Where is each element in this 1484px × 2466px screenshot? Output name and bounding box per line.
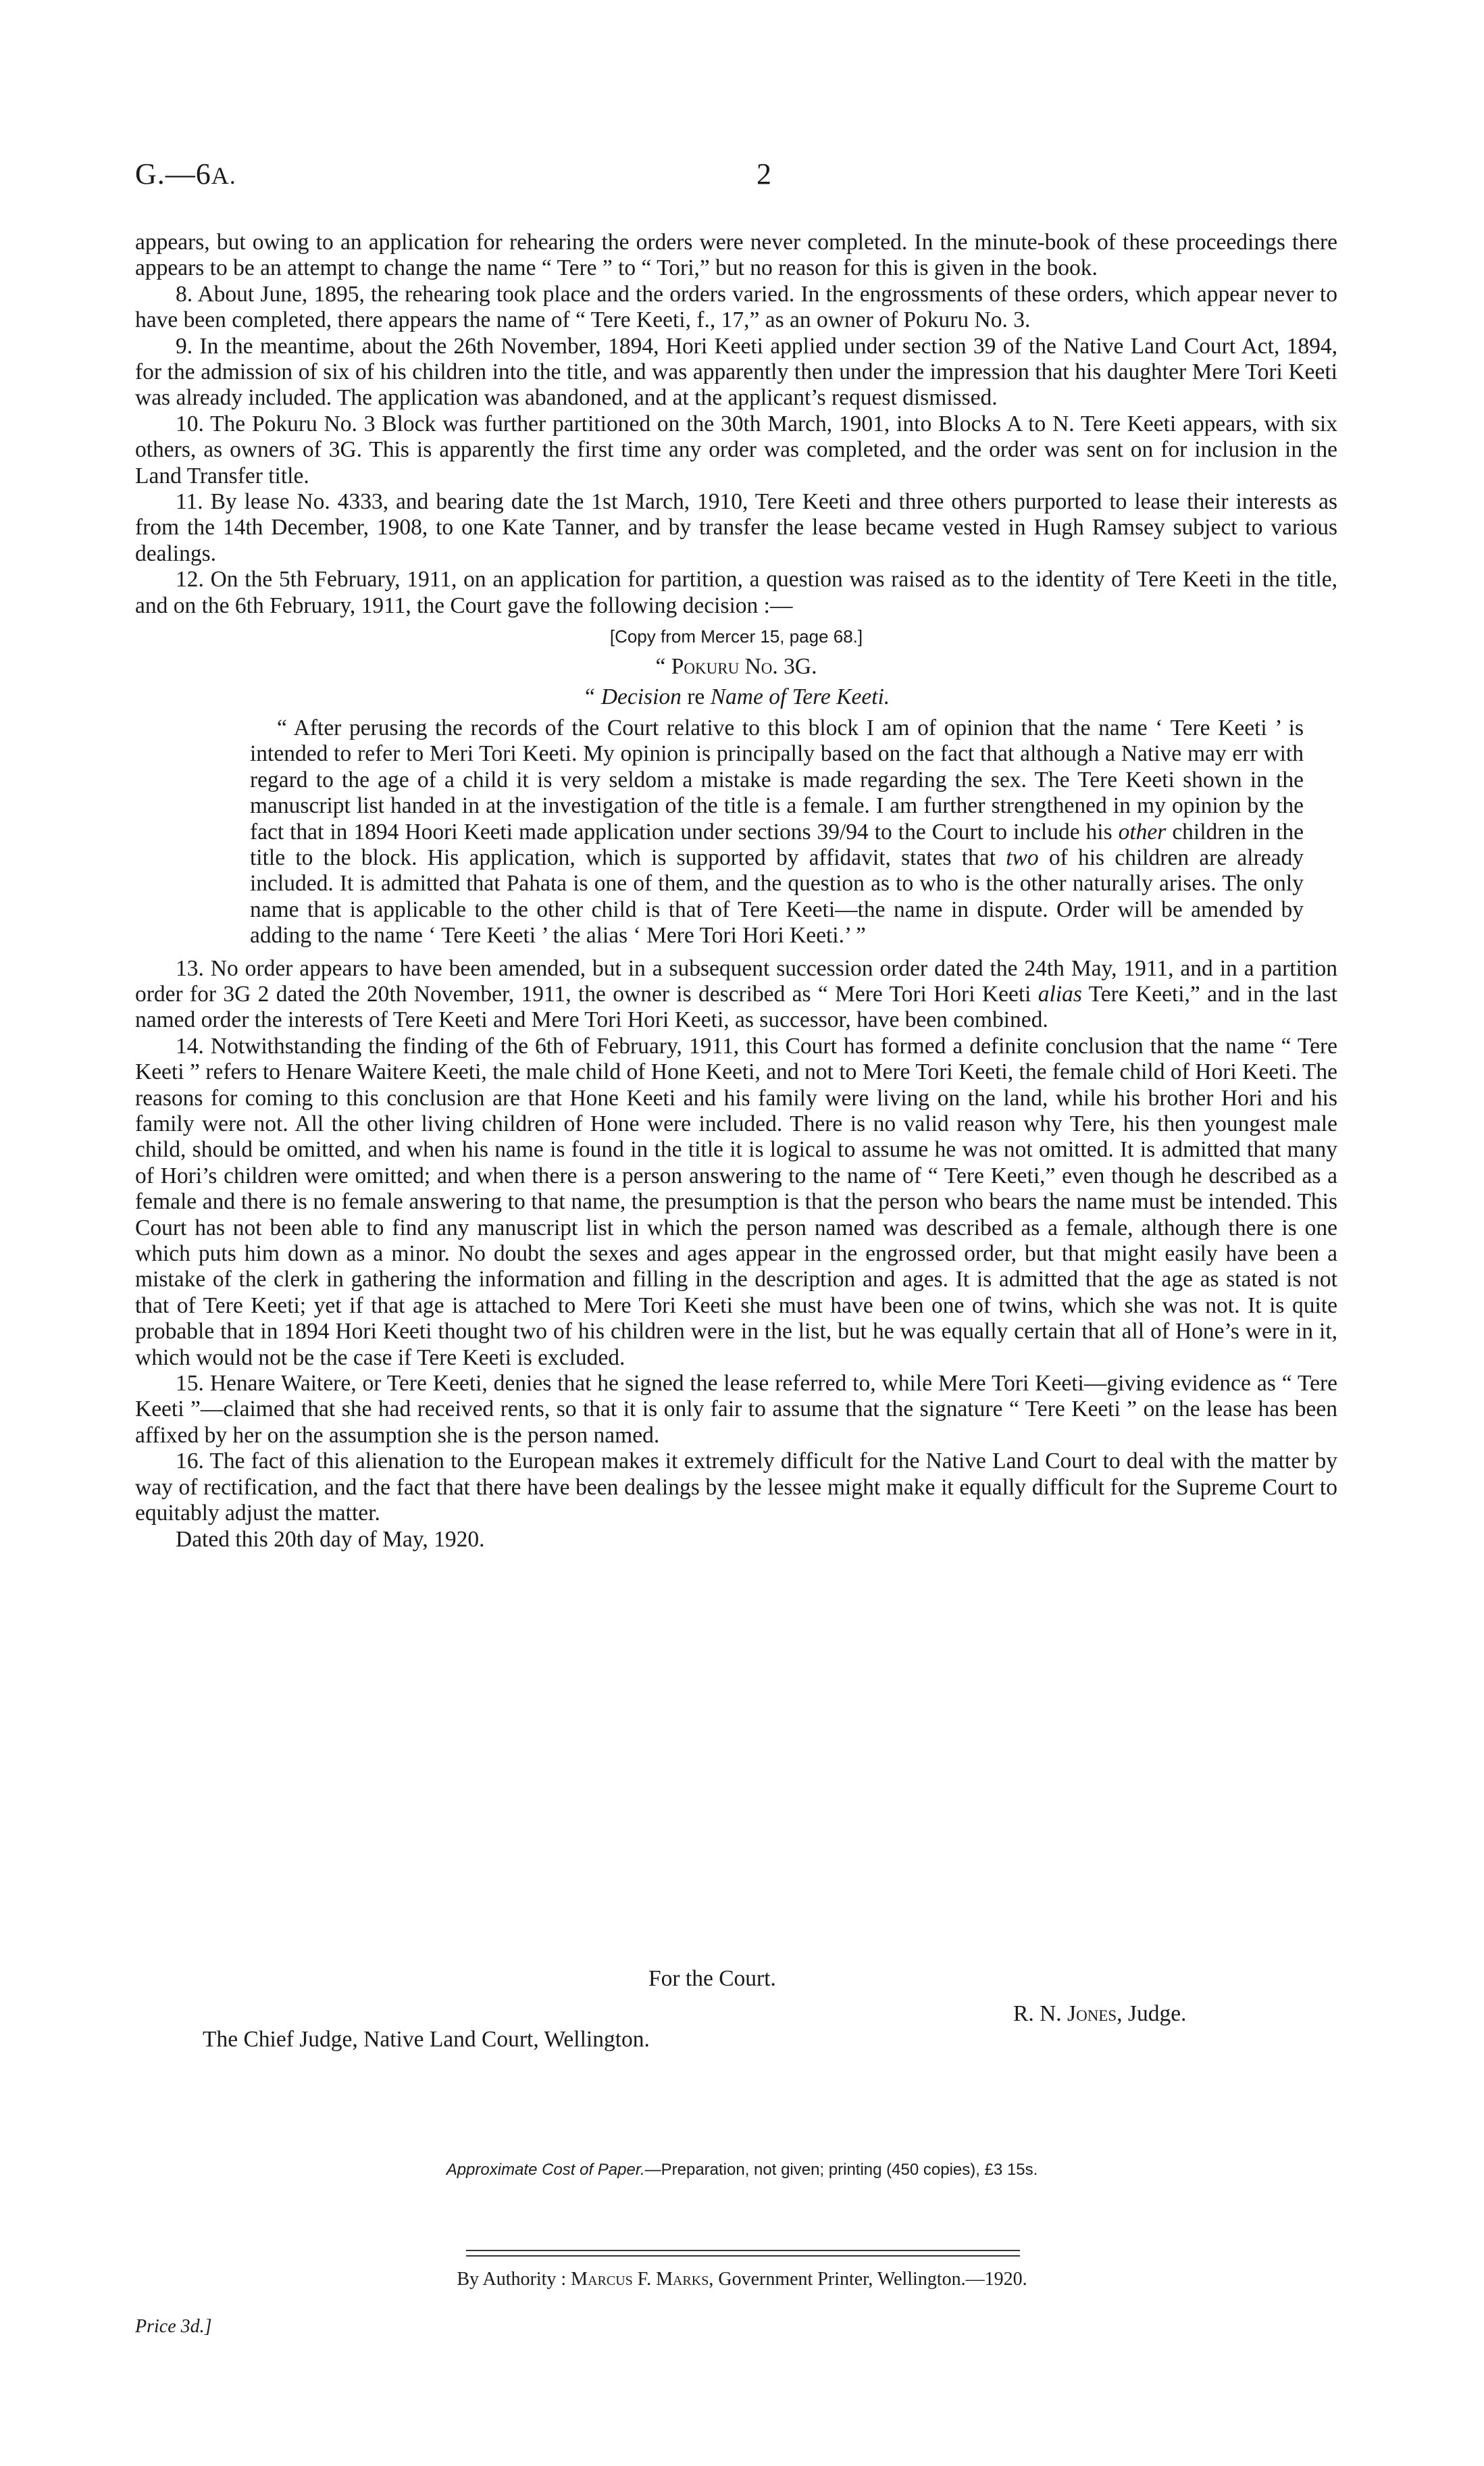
block-title-quote: “ (655, 654, 671, 680)
decision-heading-re: re (681, 684, 711, 709)
paragraph-15: 15. Henare Waitere, or Tere Keeti, denies that he signed the lease referred to, while Mere Tori Keeti—giving evidence as “ Tere Keeti ”—claimed that she had received rents, so that it is only fair to assume that the signature “ Tere Keeti ” on the lease has been affixed by her on the assumption she is the person named. (135, 1371, 1337, 1448)
paragraph-8: 8. About June, 1895, the rehearing took place and the orders varied. In the engrossments of these orders, which appear never to have been completed, there appears the name of “ Tere Keeti, f., 17,” as an owner of Pokuru No. 3. (135, 281, 1337, 333)
price-note: Price 3d.] (135, 2316, 212, 2337)
paragraph-14: 14. Notwithstanding the finding of the 6th of February, 1911, this Court has formed a definite conclusion that the name “ Tere Keeti ” refers to Henare Waitere Keeti, the male child of Hone Keeti, and not to Mere Tori Keeti, the female child of Hori Keeti. The reasons for coming to this conclusion are that Hone Keeti and his family were living on the land, while his brother Hori and his family were not. All the other living children of Hone were included. There is no valid reason why Tere, his then youngest male child, should be omitted, and when his name is found in the title it is logical to assume he was not omitted. It is admitted that many of Hori’s children were omitted; and when there is a person answering to the name of “ Tere Keeti,” even though he described as a female and there is no female answering to that name, the presumption is that the person who bears the name must be intended. This Court has not been able to find any manuscript list in which the person named was described as a female, although there is one which puts him down as a minor. No doubt the sexes and ages appear in the engrossed order, but that might easily have been a mistake of the clerk in gathering the information and filling in the description and ages. It is admitted that the age as stated is not that of Tere Keeti; yet if that age is attached to Mere Tori Keeti she must have been one of twins, which she was not. It is quite probable that in 1894 Hori Keeti thought two of his children were in the list, but he was equally certain that all of Hone’s were in it, which would not be the case if Tere Keeti is excluded. (135, 1033, 1337, 1370)
judge-title: , Judge. (1117, 2001, 1187, 2026)
authority-name: Marcus F. Marks (571, 2269, 709, 2290)
printer-authority (0, 2269, 1484, 2290)
dated-line: Dated this 20th day of May, 1920. (176, 1526, 485, 1552)
paragraph-13-alias: alias (1038, 981, 1082, 1007)
paragraph-continued: appears, but owing to an application for rehearing the orders were never completed. In the minute-book of these proceedings there appears to be an attempt to change the name “ Tere ” to “ Tori,” but no reason for this is given in the book. (135, 230, 1337, 281)
authority-rest: , Government Printer, Wellington.—1920. (709, 2269, 1027, 2290)
document-reference-suffix: A. (211, 162, 236, 189)
quoted-decision-text (250, 715, 1304, 949)
document-reference-main: G.—6 (135, 157, 211, 191)
judge-name: Jones (1067, 2001, 1117, 2026)
judge-signature (1013, 2001, 1186, 2027)
document-body (135, 230, 1337, 1553)
quote-part-3: of his children are already included. It is admitted that Pahata is one of them, and the question as to who is the other naturally arises. The only name that is applicable to the other child is that of Tere Keeti—the name in dispute. Order will be amended by adding to the name ‘ Tere Keeti ’ the alias ‘ Mere Tori Hori Keeti.’ ” (250, 845, 1304, 949)
cost-of-paper (0, 2161, 1484, 2180)
decision-heading (135, 684, 1337, 710)
signoff-block (135, 1966, 1351, 2101)
decision-heading-quote: “ (582, 684, 601, 709)
page-number: 2 (757, 157, 771, 191)
for-the-court: For the Court. (648, 1966, 776, 1991)
decision-heading-rest: Name of Tere Keeti. (710, 684, 890, 709)
quote-emphasis-two: two (1006, 845, 1039, 870)
paragraph-11: 11. By lease No. 4333, and bearing date the 1st March, 1910, Tere Keeti and three others purported to lease their interests as from the 14th December, 1908, to one Kate Tanner, and by transfer the lease became vested in Hugh Ramsey subject to various dealings. (135, 489, 1337, 566)
quote-part-2: children in the title to the block. His application, which is supported by affidavit, states that (250, 819, 1304, 870)
judge-initials: R. N. (1013, 2001, 1068, 2026)
page-header (135, 157, 1351, 197)
paragraph-13-part-1: 13. No order appears to have been amended, but in a subsequent succession order dated the 24th May, 1911, and in a partition order for 3G 2 dated the 20th November, 1911, the owner is described as “ Mere Tori Hori Keeti (135, 955, 1337, 1007)
footer-rule (466, 2250, 1020, 2251)
authority-prefix: By Authority : (457, 2269, 571, 2290)
cost-label: Approximate Cost of Paper. (446, 2161, 645, 2179)
copy-source-note: [Copy from Mercer 15, page 68.] (609, 626, 863, 647)
paragraph-12: 12. On the 5th February, 1911, on an application for partition, a question was raised as to the identity of Tere Keeti in the title, and on the 6th February, 1911, the Court gave the following decision :— (135, 567, 1337, 618)
quote-emphasis-other: other (1118, 819, 1167, 845)
document-reference (135, 157, 236, 191)
quoted-decision (250, 715, 1304, 949)
paragraph-10: 10. The Pokuru No. 3 Block was further partitioned on the 30th March, 1901, into Blocks A to N. Tere Keeti appears, with six others, as owners of 3G. This is apparently the first time any order was completed, and the order was sent on for inclusion in the Land Transfer title. (135, 411, 1337, 488)
paragraph-13-part-2: Tere Keeti,” and in the last named order the interests of Tere Keeti and Mere Tori Hori Keeti, as successor, have been combined. (135, 981, 1337, 1033)
paragraph-16: 16. The fact of this alienation to the European makes it extremely difficult for the Native Land Court to deal with the matter by way of rectification, and the fact that there have been dealings by the lessee might make it equally difficult for the Supreme Court to equitably adjust the matter. (135, 1449, 1337, 1526)
quote-part-1: “ After perusing the records of the Court relative to this block I am of opinion that the name ‘ Tere Keeti ’ is intended to refer to Meri Tori Keeti. My opinion is principally based on the fact that although a Native may err with regard to the age of a child it is very seldom a mistake is made regarding the sex. The Tere Keeti shown in the manuscript list handed in at the investigation of the title is a female. I am further strengthened in my opinion by the fact that in 1894 Hoori Keeti made application under sections 39/94 to the Court to include his (250, 715, 1304, 845)
footer-rule-second (466, 2255, 1020, 2257)
paragraph-9: 9. In the meantime, about the 26th November, 1894, Hori Keeti applied under section 39 of the Native Land Court Act, 1894, for the admission of six of his children into the title, and was apparently then under the impression that his daughter Mere Tori Keeti was already included. The application was abandoned, and at the applicant’s request dismissed. (135, 333, 1337, 411)
paragraph-13 (135, 956, 1337, 1034)
addressee: The Chief Judge, Native Land Court, Wellington. (203, 2027, 650, 2052)
decision-heading-word: Decision (600, 684, 682, 709)
block-title (135, 654, 1337, 680)
cost-text: —Preparation, not given; printing (450 copies), £3 15s. (644, 2161, 1038, 2179)
block-title-text: Pokuru No. 3G. (671, 654, 817, 680)
